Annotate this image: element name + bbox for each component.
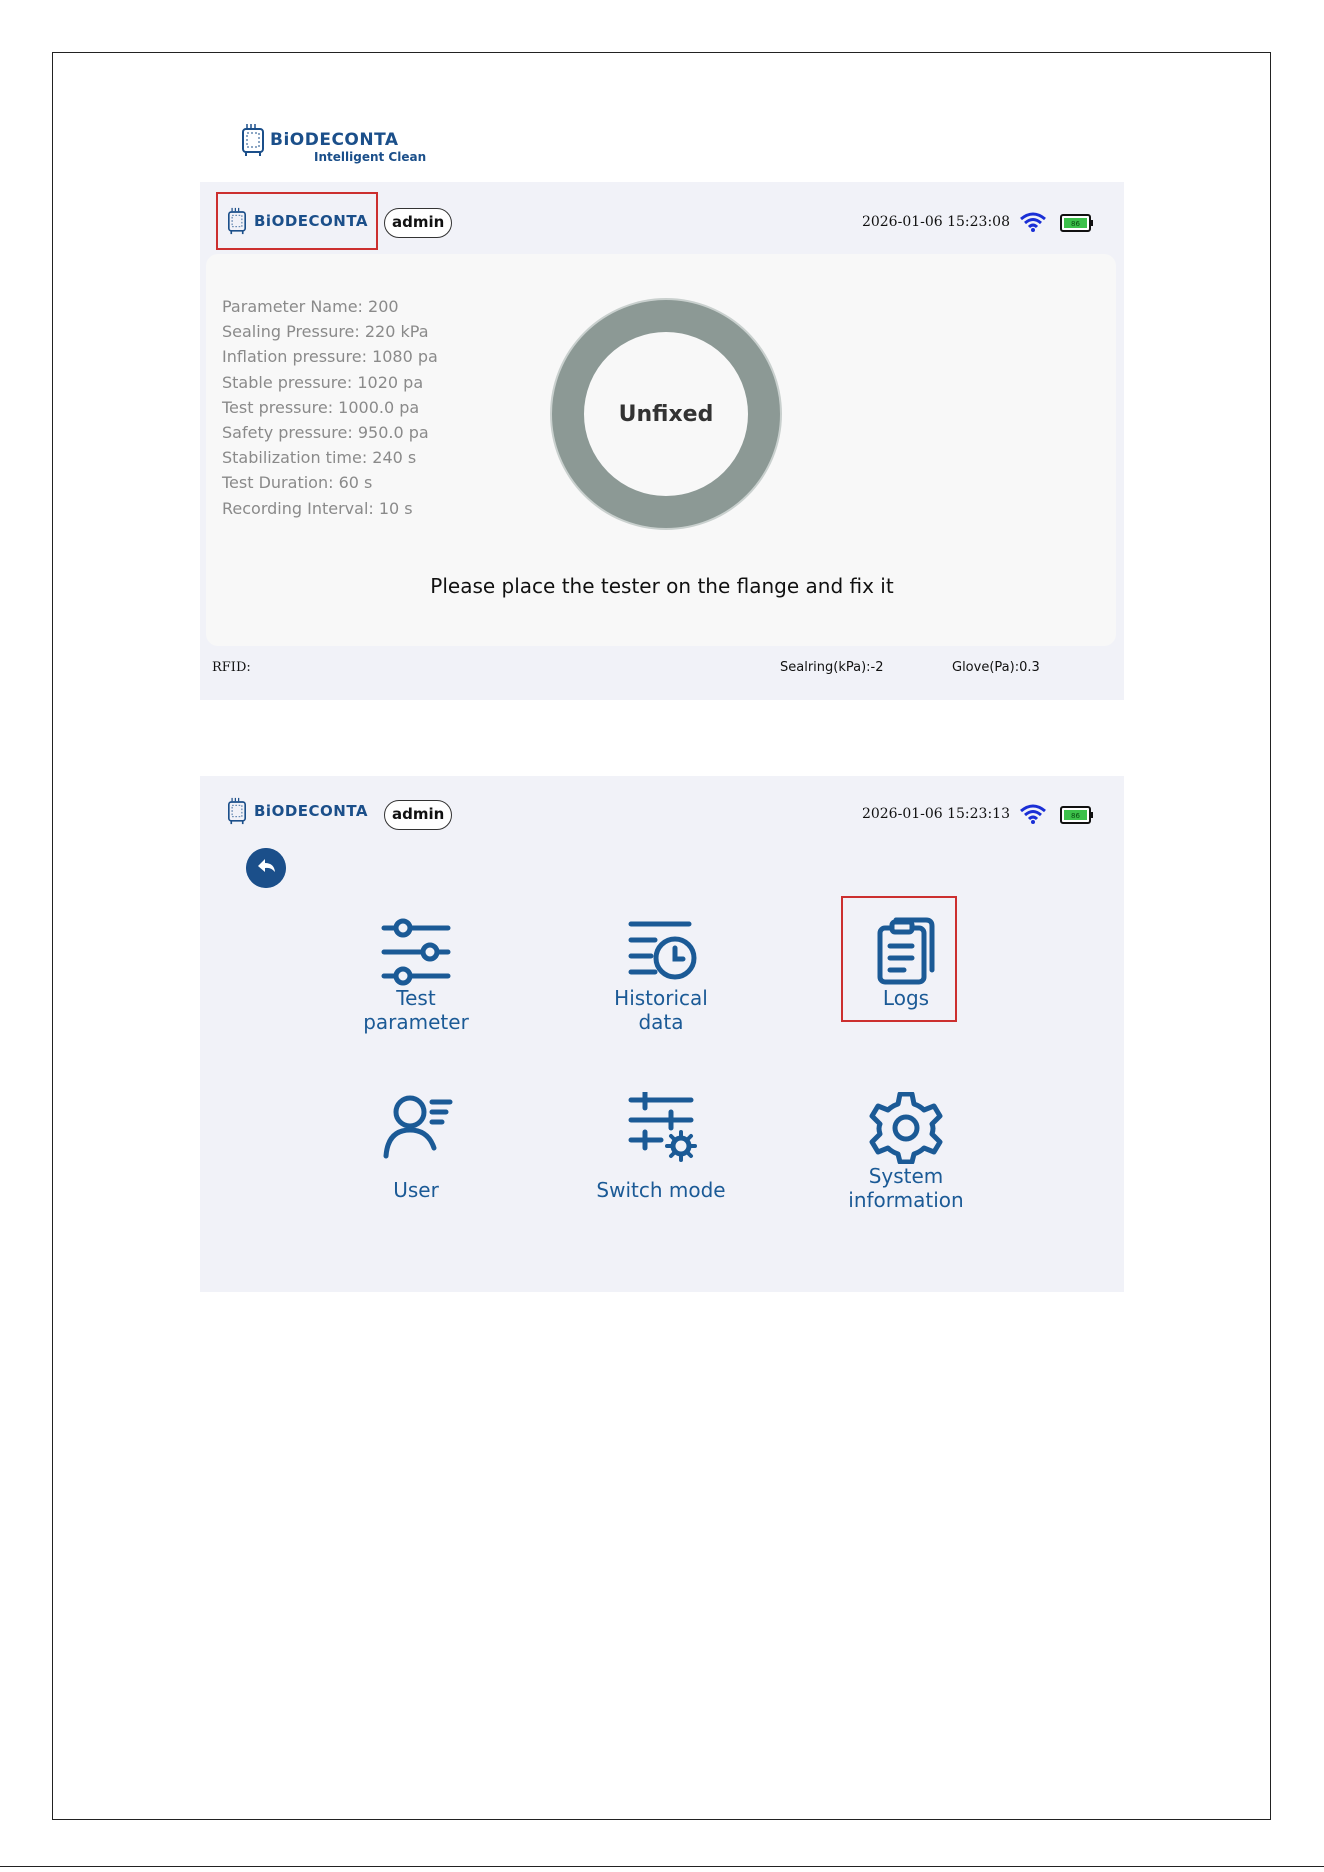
- datetime: 2026-01-06 15:23:08: [861, 214, 1010, 230]
- rfid-status: RFID:: [212, 660, 251, 675]
- gear-icon: [866, 1092, 946, 1164]
- status-label: Unfixed: [618, 401, 714, 427]
- top-bar: [200, 182, 1124, 254]
- param-inflation-pressure: Inflation pressure: 1080 pa: [222, 347, 438, 367]
- brand-name: BiODECONTA: [254, 212, 369, 230]
- user-badge[interactable]: admin: [384, 208, 452, 238]
- brand-tagline: Intelligent Clean: [314, 150, 427, 164]
- menu-switch-mode[interactable]: [561, 1092, 761, 1202]
- wifi-icon: [1020, 212, 1046, 232]
- parameter-list: [222, 294, 438, 521]
- menu-label-line2: information: [848, 1188, 964, 1212]
- param-recording-interval: Recording Interval: 10 s: [222, 498, 413, 518]
- datetime: 2026-01-06 15:23:13: [861, 806, 1010, 822]
- app-logo: [228, 796, 378, 828]
- menu-label: Switch mode: [596, 1178, 726, 1202]
- battery-level: 86: [1071, 812, 1080, 820]
- param-test-pressure: Test pressure: 1000.0 pa: [222, 397, 420, 417]
- sealring-status: Sealring(kPa):-2: [780, 660, 884, 675]
- param-safety-pressure: Safety pressure: 950.0 pa: [222, 423, 429, 443]
- param-stabilization-time: Stabilization time: 240 s: [222, 448, 417, 468]
- sliders-icon: [376, 918, 456, 986]
- user-icon: [376, 1092, 456, 1160]
- battery-level: 86: [1071, 220, 1080, 228]
- battery-icon: [1060, 214, 1094, 232]
- menu-historical-data[interactable]: [561, 918, 761, 1034]
- user-badge[interactable]: admin: [384, 800, 452, 830]
- menu-label: Logs: [882, 986, 930, 1010]
- main-menu-screen: [200, 776, 1124, 1292]
- device-logo-icon: [228, 796, 246, 826]
- menu-test-parameter[interactable]: [316, 918, 516, 1034]
- status-ring: [552, 300, 780, 528]
- battery-icon: [1060, 806, 1094, 824]
- menu-label: Historical: [614, 986, 708, 1010]
- brand-name: BiODECONTA: [270, 130, 399, 150]
- top-bar: [200, 776, 1124, 848]
- wifi-icon: [1020, 804, 1046, 824]
- menu-user[interactable]: [316, 1092, 516, 1202]
- logo-highlight-box: [216, 192, 378, 250]
- device-logo-icon: [242, 124, 264, 156]
- param-test-duration: Test Duration: 60 s: [222, 473, 373, 493]
- menu-label: User: [393, 1178, 439, 1202]
- glove-status: Glove(Pa):0.3: [952, 660, 1040, 675]
- brand-name: BiODECONTA: [254, 802, 369, 820]
- menu-label-line2: parameter: [363, 1010, 469, 1034]
- menu-label: System: [868, 1164, 944, 1188]
- param-sealing-pressure: Sealing Pressure: 220 kPa: [222, 322, 429, 342]
- clipboard-icon: [866, 912, 946, 986]
- back-arrow-icon[interactable]: [246, 848, 286, 888]
- menu-label: Test: [396, 986, 436, 1010]
- switch-mode-icon: [621, 1092, 701, 1164]
- param-stable-pressure: Stable pressure: 1020 pa: [222, 372, 424, 392]
- param-name: Parameter Name: 200: [222, 297, 399, 316]
- history-icon: [621, 918, 701, 986]
- menu-logs[interactable]: [806, 912, 1006, 1010]
- test-status-screen: [200, 182, 1124, 700]
- document-logo: [242, 120, 472, 164]
- menu-label-line2: data: [638, 1010, 684, 1034]
- footer-rule: [0, 1866, 1324, 1867]
- menu-system-information[interactable]: [806, 1092, 1006, 1212]
- instruction-text: Please place the tester on the flange and fix it: [430, 574, 894, 598]
